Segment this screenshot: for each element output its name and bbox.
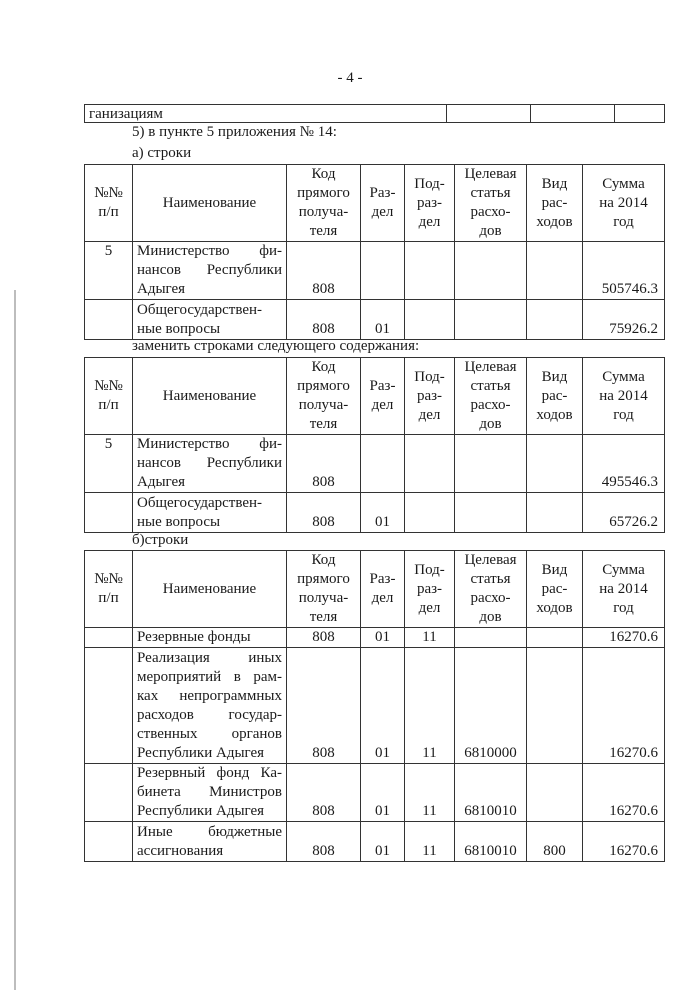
header-sum-text: год xyxy=(613,599,634,616)
header-target-text: Целевая xyxy=(464,359,517,375)
header-code-text: теля xyxy=(309,609,338,625)
header-code-text: Код xyxy=(311,359,336,375)
cell-num xyxy=(85,493,133,533)
page-number: - 4 - xyxy=(337,70,363,86)
header-section xyxy=(361,551,405,628)
cell-name-line: Министерство фи- xyxy=(137,436,282,452)
header-type-text: Вид xyxy=(541,561,568,578)
cell-type xyxy=(527,242,583,300)
cell-sum: 495546.3 xyxy=(583,435,665,493)
header-sum-text: на 2014 xyxy=(599,194,648,211)
header-sum-text: на 2014 xyxy=(599,387,648,404)
cell-section: 01 xyxy=(361,648,405,764)
cell-type xyxy=(527,493,583,533)
cell-section: 01 xyxy=(361,628,405,648)
table-row xyxy=(85,822,665,862)
cell-code: 808 xyxy=(287,764,361,822)
cell-name xyxy=(133,628,287,648)
header-code-text: получа- xyxy=(298,204,349,220)
cell-section: 01 xyxy=(361,493,405,533)
header-section-text: дел xyxy=(371,397,394,413)
cell-name-line: ные вопросы xyxy=(137,514,221,530)
header-code-text: Код xyxy=(311,166,336,182)
header-target-text: дов xyxy=(479,223,502,239)
cell-section xyxy=(361,435,405,493)
top-fragment-table xyxy=(84,104,665,123)
cell-name-line: Резервный фонд Ка- xyxy=(137,765,282,781)
header-sum-text: Сумма xyxy=(602,175,645,192)
header-section xyxy=(361,165,405,242)
header-type-text: Вид xyxy=(541,175,568,192)
top-fragment-text: ганизациям xyxy=(85,105,447,123)
subheading-a: а) строки xyxy=(132,145,192,161)
cell-name xyxy=(133,648,287,764)
header-sum-text: на 2014 xyxy=(599,580,648,597)
header-code-text: теля xyxy=(309,416,338,432)
cell-num: 5 xyxy=(85,435,133,493)
cell-section: 01 xyxy=(361,764,405,822)
header-target-text: дов xyxy=(479,416,502,432)
table-b xyxy=(84,550,665,862)
table-row xyxy=(85,300,665,340)
header-type-text: рас- xyxy=(541,580,568,597)
header-name xyxy=(133,551,287,628)
header-subsection xyxy=(405,551,455,628)
cell-num: 5 xyxy=(85,242,133,300)
cell-name-line: Адыгея xyxy=(137,281,186,297)
header-num xyxy=(85,358,133,435)
cell-type xyxy=(527,300,583,340)
header-num xyxy=(85,165,133,242)
table-row xyxy=(85,628,665,648)
header-code-text: получа- xyxy=(298,590,349,606)
cell-name-line: нансов Республики xyxy=(137,262,282,278)
header-code-text: получа- xyxy=(298,397,349,413)
header-target-text: статья xyxy=(470,185,511,201)
header-row xyxy=(85,551,665,628)
header-type-text: рас- xyxy=(541,387,568,404)
header-code-text: Код xyxy=(311,552,336,568)
intro-text: 5) в пункте 5 приложения № 14: xyxy=(132,124,337,140)
cell-name-line: ные вопросы xyxy=(137,321,221,337)
cell-name-line: мероприятий в рам- xyxy=(137,669,282,685)
header-sum-text: год xyxy=(613,213,634,230)
header-target-text: Целевая xyxy=(464,552,517,568)
cell-num xyxy=(85,648,133,764)
header-type-text: ходов xyxy=(536,213,573,230)
cell-num xyxy=(85,300,133,340)
table-a xyxy=(84,164,665,340)
cell-name-line: Реализация иных xyxy=(137,650,282,666)
header-code xyxy=(287,165,361,242)
cell-name xyxy=(133,493,287,533)
cell-target: 6810010 xyxy=(455,822,527,862)
header-target-text: дов xyxy=(479,609,502,625)
cell-subsection: 11 xyxy=(405,628,455,648)
header-num-text: №№ xyxy=(94,185,123,201)
header-subsection-text: Под- xyxy=(414,368,445,385)
cell-subsection xyxy=(405,493,455,533)
header-type xyxy=(527,165,583,242)
cell-subsection: 11 xyxy=(405,764,455,822)
cell-type xyxy=(527,764,583,822)
cell-section xyxy=(361,242,405,300)
cell-name-line: Общегосударствен- xyxy=(137,495,263,511)
header-type xyxy=(527,551,583,628)
table-row xyxy=(85,435,665,493)
cell-code: 808 xyxy=(287,648,361,764)
header-section-text: дел xyxy=(371,590,394,606)
cell-name-line: Резервные фонды xyxy=(137,629,251,645)
cell-num xyxy=(85,822,133,862)
cell-target xyxy=(455,628,527,648)
cell-num xyxy=(85,628,133,648)
header-target xyxy=(455,358,527,435)
cell-subsection xyxy=(405,300,455,340)
header-sum xyxy=(583,551,665,628)
cell-target xyxy=(455,300,527,340)
header-code xyxy=(287,358,361,435)
cell-name xyxy=(133,242,287,300)
cell-code: 808 xyxy=(287,628,361,648)
header-row xyxy=(85,165,665,242)
scan-edge xyxy=(14,290,16,990)
cell-sum: 16270.6 xyxy=(583,648,665,764)
header-name xyxy=(133,165,287,242)
header-name xyxy=(133,358,287,435)
cell-subsection: 11 xyxy=(405,648,455,764)
cell-name-line: ственных органов xyxy=(137,726,282,742)
header-target xyxy=(455,165,527,242)
cell-sum: 505746.3 xyxy=(583,242,665,300)
header-sum-text: Сумма xyxy=(602,368,645,385)
cell-name-line: расходов государ- xyxy=(137,707,282,723)
cell-sum: 16270.6 xyxy=(583,764,665,822)
cell-name-line: Общегосударствен- xyxy=(137,302,263,318)
header-section-text: Раз- xyxy=(369,185,396,201)
header-code-text: теля xyxy=(309,223,338,239)
header-target-text: расхо- xyxy=(470,590,511,606)
cell-target: 6810000 xyxy=(455,648,527,764)
cell-name-line: Республики Адыгея xyxy=(137,803,265,819)
cell-subsection: 11 xyxy=(405,822,455,862)
cell-name-line: бинета Министров xyxy=(137,784,282,800)
header-sum-text: Сумма xyxy=(602,561,645,578)
header-target-text: Целевая xyxy=(464,166,517,182)
header-code xyxy=(287,551,361,628)
cell-code: 808 xyxy=(287,822,361,862)
cell-name xyxy=(133,300,287,340)
cell-target xyxy=(455,242,527,300)
cell-type xyxy=(527,648,583,764)
header-sum xyxy=(583,358,665,435)
cell-num xyxy=(85,764,133,822)
subheading-b: б)строки xyxy=(132,532,189,548)
header-target-text: расхо- xyxy=(470,204,511,220)
header-subsection-text: Под- xyxy=(414,175,445,192)
cell-section: 01 xyxy=(361,822,405,862)
header-section-text: Раз- xyxy=(369,571,396,587)
header-subsection xyxy=(405,165,455,242)
header-row xyxy=(85,358,665,435)
header-section xyxy=(361,358,405,435)
cell-sum: 65726.2 xyxy=(583,493,665,533)
cell-target xyxy=(455,493,527,533)
header-subsection-text: дел xyxy=(418,406,441,423)
header-type-text: рас- xyxy=(541,194,568,211)
cell-sum: 75926.2 xyxy=(583,300,665,340)
cell-section: 01 xyxy=(361,300,405,340)
cell-sum: 16270.6 xyxy=(583,628,665,648)
cell-name-line: Иные бюджетные xyxy=(137,824,282,840)
cell-name-line: Адыгея xyxy=(137,474,186,490)
header-target xyxy=(455,551,527,628)
cell-name xyxy=(133,435,287,493)
header-num-text: п/п xyxy=(98,590,119,606)
header-section-text: Раз- xyxy=(369,378,396,394)
cell-name xyxy=(133,822,287,862)
cell-name-line: нансов Республики xyxy=(137,455,282,471)
header-target-text: статья xyxy=(470,571,511,587)
header-num xyxy=(85,551,133,628)
header-code-text: прямого xyxy=(297,185,350,201)
cell-name xyxy=(133,764,287,822)
header-subsection-text: раз- xyxy=(416,194,443,211)
header-code-text: прямого xyxy=(297,378,350,394)
header-target-text: статья xyxy=(470,378,511,394)
cell-name-line: ассигнования xyxy=(137,843,224,859)
header-sum xyxy=(583,165,665,242)
cell-type xyxy=(527,435,583,493)
cell-code: 808 xyxy=(287,300,361,340)
header-num-text: п/п xyxy=(98,397,119,413)
cell-subsection xyxy=(405,242,455,300)
cell-name-line: ках непрограммных xyxy=(137,688,282,704)
header-type-text: Вид xyxy=(541,368,568,385)
header-type-text: ходов xyxy=(536,599,573,616)
header-subsection-text: дел xyxy=(418,599,441,616)
header-section-text: дел xyxy=(371,204,394,220)
header-num-text: №№ xyxy=(94,378,123,394)
cell-code: 808 xyxy=(287,493,361,533)
cell-code: 808 xyxy=(287,435,361,493)
cell-name-line: Республики Адыгея xyxy=(137,745,265,761)
header-target-text: расхо- xyxy=(470,397,511,413)
table-a-replacement xyxy=(84,357,665,533)
header-subsection-text: Под- xyxy=(414,561,445,578)
cell-subsection xyxy=(405,435,455,493)
header-num-text: п/п xyxy=(98,204,119,220)
header-type-text: ходов xyxy=(536,406,573,423)
table-row xyxy=(85,648,665,764)
header-subsection-text: раз- xyxy=(416,580,443,597)
cell-type xyxy=(527,628,583,648)
header-sum-text: год xyxy=(613,406,634,423)
table-row xyxy=(85,493,665,533)
cell-name-line: Министерство фи- xyxy=(137,243,282,259)
header-subsection xyxy=(405,358,455,435)
table-row xyxy=(85,242,665,300)
header-name-text: Наименование xyxy=(162,580,257,597)
cell-sum: 16270.6 xyxy=(583,822,665,862)
cell-target xyxy=(455,435,527,493)
cell-type: 800 xyxy=(527,822,583,862)
replace-text: заменить строками следующего содержания: xyxy=(132,338,420,354)
header-subsection-text: раз- xyxy=(416,387,443,404)
header-type xyxy=(527,358,583,435)
table-row xyxy=(85,764,665,822)
header-code-text: прямого xyxy=(297,571,350,587)
cell-code: 808 xyxy=(287,242,361,300)
header-subsection-text: дел xyxy=(418,213,441,230)
header-name-text: Наименование xyxy=(162,387,257,404)
header-num-text: №№ xyxy=(94,571,123,587)
cell-target: 6810010 xyxy=(455,764,527,822)
header-name-text: Наименование xyxy=(162,194,257,211)
